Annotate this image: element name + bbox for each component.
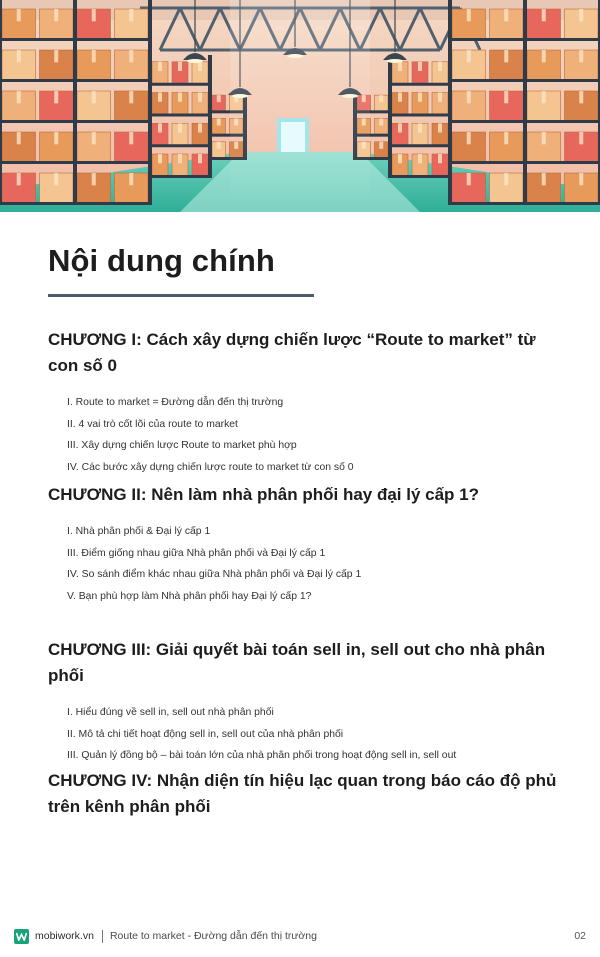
list-item: III. Quản lý đồng bộ – bài toán lớn của nhà phân phối trong hoạt động sell in, sell out (67, 750, 457, 761)
list-item: I. Hiểu đúng về sell in, sell out nhà phân phối (67, 707, 274, 718)
list-item: III. Điểm giống nhau giữa Nhà phân phối và Đại lý cấp 1 (67, 547, 326, 559)
list-item: I. Route to market = Đường dẫn đến thị trường (67, 397, 284, 408)
chapter-heading: CHƯƠNG I: Cách xây dựng chiến lược “Route to market” từ con số 0 (48, 330, 536, 375)
list-item: III. Xây dựng chiến lược Route to market phù hợp (67, 440, 297, 451)
chapter-1 (48, 327, 568, 478)
chapter-4 (48, 768, 568, 820)
warehouse-illustration (0, 0, 600, 212)
list-item: II. 4 vai trò cốt lõi của route to market (67, 418, 238, 430)
footer-doc-title: Route to market - Đường dẫn đến thị trường (109, 930, 317, 942)
list-item: II. Mô tả chi tiết hoạt động sell in, sell out của nhà phân phối (67, 728, 344, 740)
chapter-items (48, 521, 568, 607)
footer-divider (102, 930, 103, 943)
chapter-3 (48, 637, 568, 767)
page-number: 02 (574, 930, 586, 942)
chapter-2 (48, 482, 568, 607)
list-item: V. Bạn phù hợp làm Nhà phân phối hay Đại lý cấp 1? (67, 590, 312, 602)
chapter-items (48, 392, 568, 478)
chapter-heading: CHƯƠNG III: Giải quyết bài toán sell in, sell out cho nhà phân phối (48, 640, 546, 685)
list-item: IV. Các bước xây dựng chiến lược route to market từ con số 0 (67, 461, 354, 473)
chapter-heading: CHƯƠNG IV: Nhận diện tín hiệu lạc quan trong báo cáo độ phủ trên kênh phân phối (48, 771, 557, 816)
footer-brand: mobiwork.vn (35, 930, 94, 942)
mobiwork-logo-icon (14, 929, 29, 944)
page-title: Nội dung chính (48, 243, 275, 278)
list-item: IV. So sánh điểm khác nhau giữa Nhà phân phối và Đại lý cấp 1 (67, 569, 362, 580)
chapter-items (48, 702, 568, 767)
footer (14, 926, 586, 946)
list-item: I. Nhà phân phối & Đại lý cấp 1 (67, 526, 211, 537)
chapter-heading: CHƯƠNG II: Nên làm nhà phân phối hay đại lý cấp 1? (48, 485, 480, 504)
title-underline (48, 294, 314, 297)
